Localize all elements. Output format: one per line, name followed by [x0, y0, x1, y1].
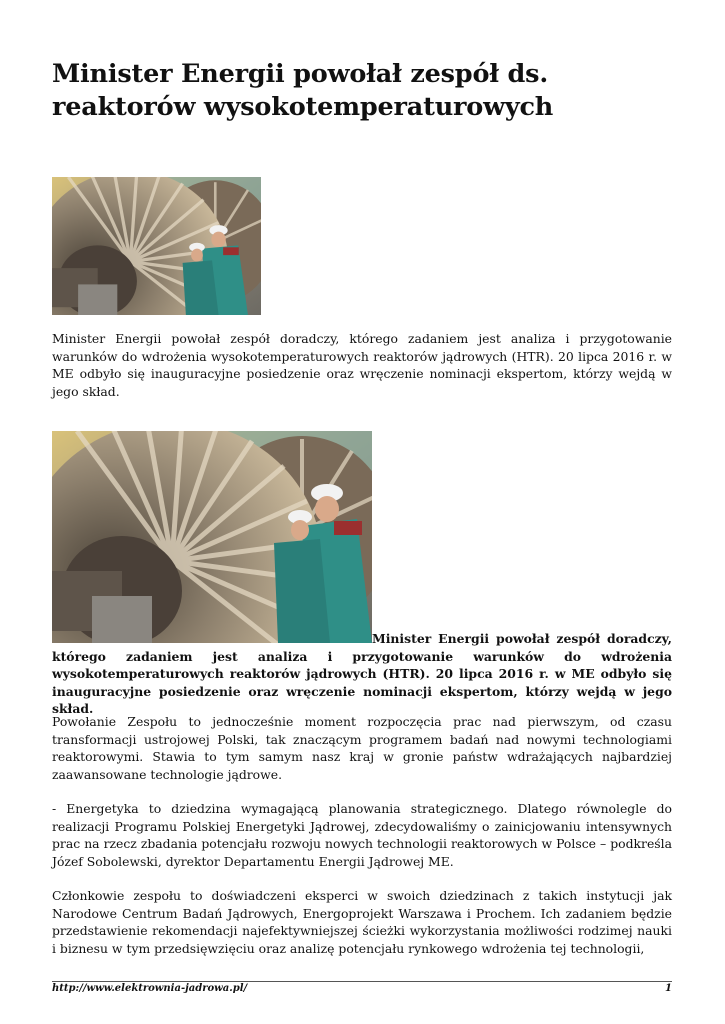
body-paragraph: Powołanie Zespołu to jednocześnie moment rozpoczęcia prac nad pierwszym, od czasu transformacji ustrojowej Polski, tak znaczącym programem badań nad nowymi technologiami reaktorowymi. Stawia to tym samym nasz kraj w gronie państw wdrażających najbardziej zaawansowane technologie jądrowe.	[52, 714, 672, 782]
body-paragraph: - Energetyka to dziedzina wymagającą planowania strategicznego. Dlatego równolegle do realizacji Programu Polskiej Energetyki Jądrowej, zdecydowaliśmy o zainicjowaniu intensywnych prac na rzecz zbadania potencjału rozwoju nowych technologii reaktorowych w Polsce – podkreśla Józef Sobolewski, dyrektor Departamentu Energii Jądrowej ME.	[52, 801, 672, 869]
turbine-image	[52, 177, 261, 315]
page-number: 1	[665, 983, 672, 994]
turbine-photo-large	[52, 431, 372, 643]
article-title: Minister Energii powołał zespół ds. reaktorów wysokotemperaturowych	[52, 59, 554, 122]
footer-divider	[52, 981, 672, 982]
body-paragraph: Członkowie zespołu to doświadczeni eksperci w swoich dziedzinach z takich instytucji jak Narodowe Centrum Badań Jądrowych, Energoprojekt Warszawa i Prochem. Ich zadaniem będzie przedstawienie rekomendacji najefektywniejszej ścieżki wykorzystania możliwości rodzimej nauki i biznesu w tym przedsięwzięciu oraz analizę potencjału rynkowego wdrożenia tej technologii,	[52, 888, 672, 956]
intro-paragraph: Minister Energii powołał zespół doradczy, którego zadaniem jest analiza i przygotowanie warunków do wdrożenia wysokotemperaturowych reaktorów jądrowych (HTR). 20 lipca 2016 r. w ME odbyło się inauguracyjne posiedzenie oraz wręczenie nominacji ekspertom, którzy wejdą w jego skład.	[52, 331, 672, 399]
turbine-photo-small	[52, 177, 261, 315]
lead-paragraph: Minister Energii powołał zespół doradczy, którego zadaniem jest analiza i przygotowanie warunków do wdrożenia wysokotemperaturowych reaktorów jądrowych (HTR). 20 lipca 2016 r. w ME odbyło się inauguracyjne posiedzenie oraz wręczenie nominacji ekspertom, którzy wejdą w jego skład.	[52, 631, 672, 717]
turbine-image	[52, 431, 372, 643]
footer-url: http://www.elektrownia-jadrowa.pl/	[52, 983, 248, 994]
